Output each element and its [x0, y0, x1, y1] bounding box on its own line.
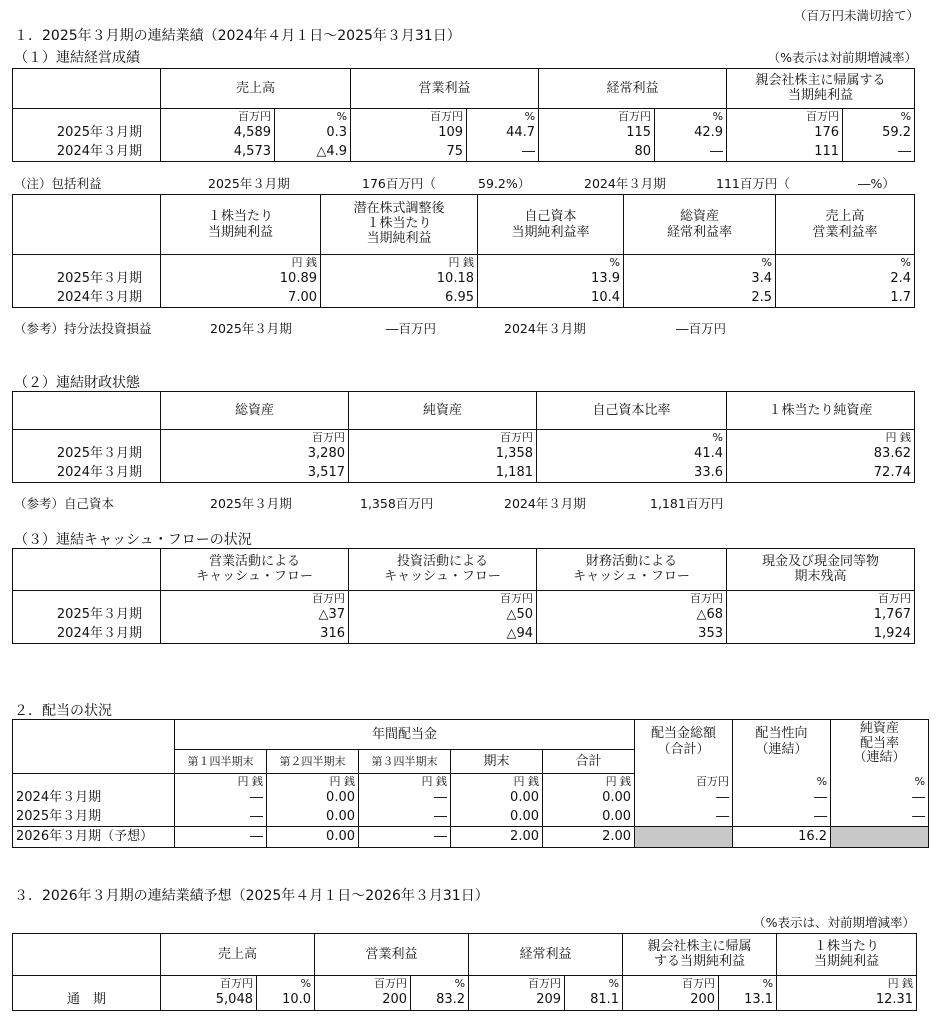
cell: 0.00 [543, 789, 635, 808]
dividend-table [12, 719, 929, 848]
note-pct: 59.2%） [478, 176, 531, 191]
header-roe: 自己資本 当期純利益率 [478, 195, 624, 255]
note-label: （参考）持分法投資損益 [14, 321, 152, 336]
cell: 80 [539, 143, 655, 162]
row-label: 2026年３月期（予想） [13, 827, 175, 848]
note-value: 1,358百万円 [360, 496, 434, 511]
cell: △37 [161, 606, 349, 625]
header-net-income: 親会社株主に帰属 する当期純利益 [623, 934, 777, 976]
header-dividend-on-equity: 純資産 配当率 （連結） [831, 720, 929, 774]
unit-cell: % [257, 976, 315, 991]
note-value: 1,181百万円 [650, 496, 724, 511]
header-sales: 売上高 [161, 934, 315, 976]
cell: 115 [539, 124, 655, 143]
cell: 1,358 [349, 445, 537, 464]
unit-cell: 百万円 [161, 591, 349, 606]
cell: 0.3 [275, 124, 351, 143]
note-pct: ―%） [858, 176, 895, 191]
header-operating-cf: 営業活動による キャッシュ・フロー [161, 549, 349, 591]
cell: 41.4 [537, 445, 727, 464]
header-ordinary-profit: 経常利益 [469, 934, 623, 976]
cell: △50 [349, 606, 537, 625]
cell: 111 [727, 143, 843, 162]
note-label: （注）包括利益 [14, 176, 102, 191]
header-equity-ratio: 自己資本比率 [537, 392, 727, 430]
section3-title: ３．2026年３月期の連結業績予想（2025年４月１日～2026年３月31日） [14, 888, 489, 904]
cell: ― [635, 789, 733, 808]
cell: 83.62 [727, 445, 915, 464]
table-row [13, 789, 929, 808]
cell: 1,767 [727, 606, 915, 625]
header-ordinary-profit: 経常利益 [539, 69, 727, 109]
unit-cell: 円 銭 [161, 255, 321, 270]
unit-cell: 円 銭 [321, 255, 478, 270]
label-blank [13, 430, 161, 445]
cell: ― [733, 808, 831, 827]
operating-results-table [12, 68, 915, 162]
corner-cell [13, 934, 161, 976]
cell: △94 [349, 625, 537, 644]
header-total-assets: 総資産 [161, 392, 349, 430]
row-label: 2024年３月期 [13, 143, 161, 162]
cell: 59.2 [843, 124, 915, 143]
cell: 13.9 [478, 270, 624, 289]
unit-cell: % [537, 430, 727, 445]
table-row [13, 625, 915, 644]
per-share-table [12, 194, 915, 308]
header-q3: 第３四半期末 [359, 750, 451, 774]
header-total-dividend: 配当金総額 （合計） [635, 720, 733, 774]
cell: ― [359, 789, 451, 808]
table-row [13, 143, 915, 162]
row-label: 2025年３月期 [13, 606, 161, 625]
cell: 3,517 [161, 464, 349, 483]
header-eps: １株当たり 当期純利益 [161, 195, 321, 255]
unit-cell: 百万円 [315, 976, 411, 991]
cell: 75 [351, 143, 467, 162]
note-value: 111百万円（ [716, 176, 790, 191]
shaded-cell [831, 827, 929, 848]
section1-title: １．2025年３月期の連結業績（2024年４月１日～2025年３月31日） [14, 28, 461, 44]
unit-cell: 円 銭 [175, 774, 267, 789]
unit-cell: % [843, 109, 915, 124]
note-period: 2025年３月期 [210, 496, 292, 511]
table-row [13, 270, 915, 289]
header-diluted-eps: 潜在株式調整後 １株当たり 当期純利益 [321, 195, 478, 255]
unit-cell: 百万円 [349, 430, 537, 445]
unit-cell: 百万円 [727, 591, 915, 606]
unit-cell: % [275, 109, 351, 124]
table-row [13, 289, 915, 308]
row-label: 2025年３月期 [13, 124, 161, 143]
operating-results-title: （１）連結経営成績 [14, 50, 140, 66]
cell: ― [359, 808, 451, 827]
header-investing-cf: 投資活動による キャッシュ・フロー [349, 549, 537, 591]
cell: 6.95 [321, 289, 478, 308]
unit-cell: 百万円 [161, 430, 349, 445]
cell: 16.2 [733, 827, 831, 848]
cell: 0.00 [451, 808, 543, 827]
cell: △4.9 [275, 143, 351, 162]
cell: 72.74 [727, 464, 915, 483]
header-payout-ratio: 配当性向 （連結） [733, 720, 831, 774]
label-blank [13, 591, 161, 606]
unit-cell: % [655, 109, 727, 124]
financial-position-title: （２）連結財政状態 [14, 375, 140, 391]
table-row [13, 808, 929, 827]
cell: ― [467, 143, 539, 162]
note-value: 176百万円（ [362, 176, 436, 191]
cell: 1,181 [349, 464, 537, 483]
cell: 353 [537, 625, 727, 644]
cell: ― [843, 143, 915, 162]
cell: 81.1 [565, 991, 623, 1011]
unit-cell: 百万円 [539, 109, 655, 124]
unit-cell: 百万円 [349, 591, 537, 606]
header-cash-balance: 現金及び現金同等物 期末残高 [727, 549, 915, 591]
shaded-cell [635, 827, 733, 848]
corner-cell [13, 392, 161, 430]
table-row [13, 991, 917, 1011]
cell: 109 [351, 124, 467, 143]
cell: 0.00 [451, 789, 543, 808]
unit-note: （百万円未満切捨て） [793, 8, 919, 23]
header-total: 合計 [543, 750, 635, 774]
cell: 1,924 [727, 625, 915, 644]
note-value: ―百万円 [386, 321, 437, 336]
table-row [13, 606, 915, 625]
cell: △68 [537, 606, 727, 625]
cell: 10.89 [161, 270, 321, 289]
row-label: 2024年３月期 [13, 289, 161, 308]
unit-cell: 百万円 [635, 774, 733, 789]
cell: 10.4 [478, 289, 624, 308]
row-label: 2025年３月期 [13, 808, 175, 827]
table-row [13, 124, 915, 143]
cell: ― [175, 789, 267, 808]
cell: 83.2 [411, 991, 469, 1011]
unit-cell: 円 銭 [359, 774, 451, 789]
cell: 3,280 [161, 445, 349, 464]
cash-flow-table [12, 548, 915, 644]
note-label: （参考）自己資本 [14, 496, 115, 511]
unit-cell: % [719, 976, 777, 991]
header-eps: １株当たり 当期純利益 [777, 934, 917, 976]
unit-cell: 百万円 [161, 109, 275, 124]
forecast-table [12, 933, 917, 1011]
cell: 0.00 [543, 808, 635, 827]
cell: 0.00 [267, 789, 359, 808]
cell: ― [359, 827, 451, 848]
header-net-assets: 純資産 [349, 392, 537, 430]
note-period: 2024年３月期 [504, 321, 586, 336]
note-period: 2025年３月期 [210, 321, 292, 336]
unit-cell: 百万円 [469, 976, 565, 991]
cell: 1.7 [776, 289, 915, 308]
corner-cell [13, 750, 175, 774]
label-blank [13, 255, 161, 270]
financial-position-table [12, 391, 915, 483]
header-financing-cf: 財務活動による キャッシュ・フロー [537, 549, 727, 591]
row-label: 2025年３月期 [13, 445, 161, 464]
unit-cell: 円 銭 [267, 774, 359, 789]
cell: 2.00 [451, 827, 543, 848]
corner-cell [13, 69, 161, 109]
cell: ― [655, 143, 727, 162]
header-operating-profit: 営業利益 [315, 934, 469, 976]
header-roa: 総資産 経常利益率 [624, 195, 776, 255]
corner-cell [13, 549, 161, 591]
header-q2: 第２四半期末 [267, 750, 359, 774]
unit-cell: 百万円 [161, 976, 257, 991]
cell: 10.0 [257, 991, 315, 1011]
header-year-end: 期末 [451, 750, 543, 774]
row-label: 2024年３月期 [13, 789, 175, 808]
cell: 12.31 [777, 991, 917, 1011]
unit-cell: 円 銭 [543, 774, 635, 789]
note-period: 2024年３月期 [504, 496, 586, 511]
header-net-income: 親会社株主に帰属する 当期純利益 [727, 69, 915, 109]
unit-cell: % [467, 109, 539, 124]
cell: 200 [315, 991, 411, 1011]
cell: 316 [161, 625, 349, 644]
corner-cell [13, 195, 161, 255]
unit-cell: % [624, 255, 776, 270]
table-row [13, 827, 929, 848]
cell: 2.4 [776, 270, 915, 289]
unit-cell: 百万円 [537, 591, 727, 606]
row-label: 2024年３月期 [13, 625, 161, 644]
unit-cell: 円 銭 [451, 774, 543, 789]
header-annual-dividend: 年間配当金 [175, 720, 635, 750]
label-blank [13, 976, 161, 991]
table-row [13, 464, 915, 483]
table-row [13, 445, 915, 464]
unit-cell: % [411, 976, 469, 991]
unit-cell: % [478, 255, 624, 270]
cell: 7.00 [161, 289, 321, 308]
cell: 10.18 [321, 270, 478, 289]
cell: 13.1 [719, 991, 777, 1011]
cell: 200 [623, 991, 719, 1011]
cell: 3.4 [624, 270, 776, 289]
note-value: ―百万円 [676, 321, 727, 336]
cell: 4,573 [161, 143, 275, 162]
unit-cell: 百万円 [351, 109, 467, 124]
cell: ― [733, 789, 831, 808]
header-q1: 第１四半期末 [175, 750, 267, 774]
section2-title: ２．配当の状況 [14, 703, 112, 719]
cell: 4,589 [161, 124, 275, 143]
cell: 0.00 [267, 808, 359, 827]
cell: ― [831, 789, 929, 808]
unit-cell: 円 銭 [777, 976, 917, 991]
cell: 33.6 [537, 464, 727, 483]
unit-cell: 百万円 [727, 109, 843, 124]
header-bps: １株当たり純資産 [727, 392, 915, 430]
corner-cell [13, 720, 175, 750]
unit-cell: % [831, 774, 929, 789]
cell: 44.7 [467, 124, 539, 143]
cell: 5,048 [161, 991, 257, 1011]
cell: 209 [469, 991, 565, 1011]
header-operating-profit: 営業利益 [351, 69, 539, 109]
cell: 2.00 [543, 827, 635, 848]
pct-note: （%表示は、対前期増減率） [753, 915, 915, 930]
row-label: 2024年３月期 [13, 464, 161, 483]
unit-cell: 円 銭 [727, 430, 915, 445]
cell: ― [635, 808, 733, 827]
unit-cell: % [733, 774, 831, 789]
header-sales: 売上高 [161, 69, 351, 109]
cell: 176 [727, 124, 843, 143]
cell: 2.5 [624, 289, 776, 308]
row-label: 通 期 [13, 991, 161, 1011]
cell: ― [175, 808, 267, 827]
cell: 0.00 [267, 827, 359, 848]
label-blank [13, 774, 175, 789]
cell: ― [831, 808, 929, 827]
label-blank [13, 109, 161, 124]
pct-note: （%表示は対前期増減率） [767, 50, 917, 65]
header-margin: 売上高 営業利益率 [776, 195, 915, 255]
row-label: 2025年３月期 [13, 270, 161, 289]
unit-cell: % [776, 255, 915, 270]
unit-cell: % [565, 976, 623, 991]
cell: 42.9 [655, 124, 727, 143]
cell: ― [175, 827, 267, 848]
cash-flow-title: （３）連結キャッシュ・フローの状況 [14, 532, 252, 548]
unit-cell: 百万円 [623, 976, 719, 991]
note-period: 2024年３月期 [584, 176, 666, 191]
note-period: 2025年３月期 [208, 176, 290, 191]
